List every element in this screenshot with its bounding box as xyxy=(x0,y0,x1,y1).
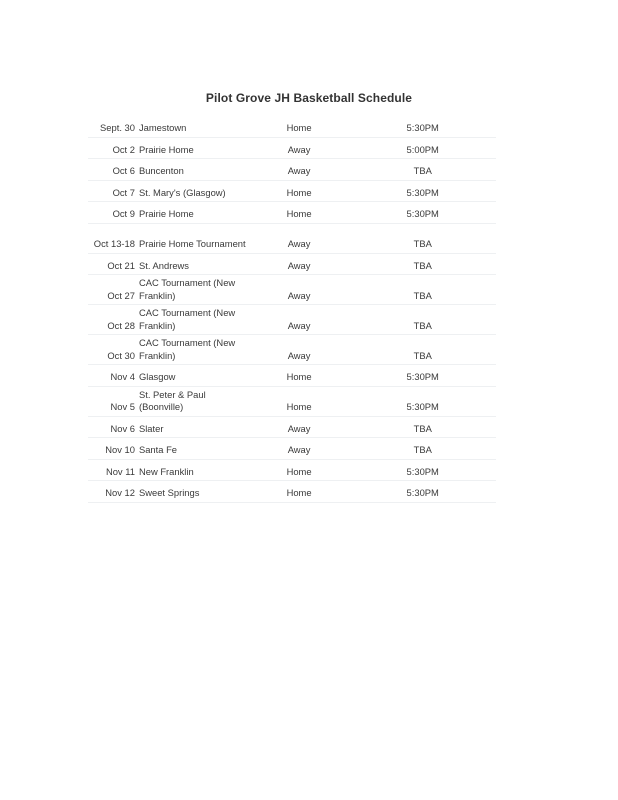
game-time: TBA xyxy=(349,416,496,438)
schedule-table xyxy=(88,116,496,503)
game-location: Away xyxy=(249,137,350,159)
game-location: Away xyxy=(249,438,350,460)
game-opponent: Sweet Springs xyxy=(138,481,249,503)
table-row xyxy=(88,481,496,503)
game-location: Away xyxy=(249,416,350,438)
game-date: Oct 6 xyxy=(88,159,138,181)
game-location: Home xyxy=(249,365,350,387)
game-time: TBA xyxy=(349,253,496,275)
game-time: 5:30PM xyxy=(349,116,496,137)
table-row xyxy=(88,416,496,438)
game-opponent: St. Peter & Paul (Boonville) xyxy=(138,386,249,416)
game-opponent: New Franklin xyxy=(138,459,249,481)
game-date: Oct 21 xyxy=(88,253,138,275)
game-date: Oct 9 xyxy=(88,202,138,224)
game-time: TBA xyxy=(349,275,496,305)
game-location: Away xyxy=(249,275,350,305)
game-location: Home xyxy=(249,180,350,202)
page-title: Pilot Grove JH Basketball Schedule xyxy=(205,91,413,105)
table-row xyxy=(88,202,496,224)
table-row xyxy=(88,438,496,460)
game-location: Away xyxy=(249,335,350,365)
game-date: Nov 6 xyxy=(88,416,138,438)
game-date: Sept. 30 xyxy=(88,116,138,137)
game-location: Away xyxy=(249,253,350,275)
game-opponent: Prairie Home Tournament xyxy=(138,223,249,253)
game-opponent: CAC Tournament (New Franklin) xyxy=(138,305,249,335)
table-row xyxy=(88,365,496,387)
game-date: Oct 2 xyxy=(88,137,138,159)
game-location: Home xyxy=(249,481,350,503)
table-row xyxy=(88,305,496,335)
game-opponent: Santa Fe xyxy=(138,438,249,460)
game-time: 5:30PM xyxy=(349,481,496,503)
game-location: Away xyxy=(249,223,350,253)
table-row xyxy=(88,180,496,202)
game-opponent: Glasgow xyxy=(138,365,249,387)
game-time: TBA xyxy=(349,335,496,365)
game-date: Nov 11 xyxy=(88,459,138,481)
game-time: TBA xyxy=(349,438,496,460)
game-location: Away xyxy=(249,159,350,181)
game-opponent: St. Andrews xyxy=(138,253,249,275)
table-row xyxy=(88,253,496,275)
game-time: TBA xyxy=(349,159,496,181)
game-location: Home xyxy=(249,459,350,481)
game-date: Oct 28 xyxy=(88,305,138,335)
game-opponent: Buncenton xyxy=(138,159,249,181)
game-date: Nov 12 xyxy=(88,481,138,503)
game-date: Nov 10 xyxy=(88,438,138,460)
table-row xyxy=(88,275,496,305)
game-date: Nov 5 xyxy=(88,386,138,416)
table-row xyxy=(88,116,496,137)
game-date: Oct 13-18 xyxy=(88,223,138,253)
game-opponent: CAC Tournament (New Franklin) xyxy=(138,275,249,305)
table-row xyxy=(88,159,496,181)
game-time: TBA xyxy=(349,223,496,253)
game-opponent: St. Mary's (Glasgow) xyxy=(138,180,249,202)
table-row xyxy=(88,223,496,253)
game-time: 5:30PM xyxy=(349,365,496,387)
game-location: Home xyxy=(249,386,350,416)
table-row xyxy=(88,137,496,159)
game-time: 5:30PM xyxy=(349,386,496,416)
game-opponent: CAC Tournament (New Franklin) xyxy=(138,335,249,365)
table-row xyxy=(88,386,496,416)
game-date: Oct 7 xyxy=(88,180,138,202)
game-time: 5:30PM xyxy=(349,202,496,224)
game-location: Away xyxy=(249,305,350,335)
game-date: Oct 27 xyxy=(88,275,138,305)
game-location: Home xyxy=(249,116,350,137)
game-time: 5:00PM xyxy=(349,137,496,159)
game-location: Home xyxy=(249,202,350,224)
game-opponent: Prairie Home xyxy=(138,202,249,224)
game-time: TBA xyxy=(349,305,496,335)
game-opponent: Jamestown xyxy=(138,116,249,137)
game-date: Nov 4 xyxy=(88,365,138,387)
game-opponent: Slater xyxy=(138,416,249,438)
game-opponent: Prairie Home xyxy=(138,137,249,159)
game-date: Oct 30 xyxy=(88,335,138,365)
table-row xyxy=(88,459,496,481)
game-time: 5:30PM xyxy=(349,459,496,481)
table-row xyxy=(88,335,496,365)
game-time: 5:30PM xyxy=(349,180,496,202)
